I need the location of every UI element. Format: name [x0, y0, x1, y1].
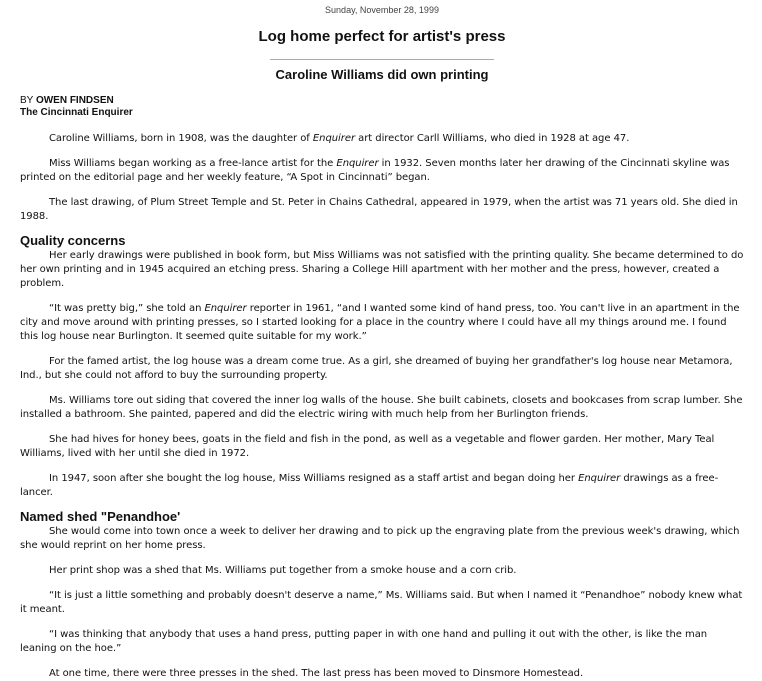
paragraph-8: She had hives for honey bees, goats in the field and fish in the pond, as well as a vegetable and flower garden. Her mother, Mary Teal Williams, lived with her until she died in 1972. — [20, 434, 715, 459]
paragraph-1-text-a: Caroline Williams, born in 1908, was the daughter of — [49, 133, 313, 144]
paragraph-11: Her print shop was a shed that Ms. Williams put together from a smoke house and a corn crib. — [49, 565, 517, 576]
paragraph-2-italic: Enquirer — [336, 158, 379, 169]
headline-divider — [270, 59, 494, 60]
author-name: OWEN FINDSEN — [35, 95, 114, 106]
paragraph-13: “I was thinking that anybody that uses a hand press, putting paper in with one hand and pulling it out with the other, is like the man leaning on the hoe.” — [20, 629, 708, 654]
paragraph-4: Her early drawings were published in book form, but Miss Williams was not satisfied with the printing quality. She became determined to do her own printing and in 1945 acquired an etching press. Sharing a College Hill apartment with her mother and the press, however, created a problem. — [20, 250, 744, 289]
paragraph-9-text-a: In 1947, soon after she bought the log house, Miss Williams resigned as a staff artist and began doing her — [49, 473, 579, 484]
paragraph-5 — [20, 302, 744, 344]
article-headline: Log home perfect for artist's press — [258, 28, 506, 45]
paragraph-1 — [20, 132, 744, 146]
paragraph-7: Ms. Williams tore out siding that covered the inner log walls of the house. She built cabinets, closets and bookcases from scrap lumber. She installed a bathroom. She painted, papered and did the electric wiring with much help from her Burlington friends. — [20, 395, 743, 420]
paragraph-5-italic: Enquirer — [204, 303, 247, 314]
paragraph-2-text-b: in 1932. Seven months later her drawing of the Cincinnati skyline was printed on the editorial page and her weekly feature, “A Spot in Cincinnati” began. — [20, 158, 730, 183]
paragraph-1-text-b: art director Carll Williams, who died in 1928 at age 47. — [355, 133, 630, 144]
publication-name: The Cincinnati Enquirer — [20, 107, 133, 118]
paragraph-2-text-a: Miss Williams began working as a free-lance artist for the — [49, 158, 337, 169]
article-subheadline: Caroline Williams did own printing — [275, 67, 489, 82]
section-heading-named-shed: Named shed "Penandhoe' — [20, 509, 181, 524]
paragraph-3: The last drawing, of Plum Street Temple and St. Peter in Chains Cathedral, appeared in 1979, when the artist was 71 years old. She died in 1988. — [20, 197, 738, 222]
byline — [20, 95, 744, 107]
paragraph-5-text-a: “It was pretty big,” she told an — [49, 303, 205, 314]
section-heading-quality-concerns: Quality concerns — [20, 233, 126, 248]
paragraph-6: For the famed artist, the log house was a dream come true. As a girl, she dreamed of buying her grandfather's log house near Metamora, Ind., but she could not afford to buy the surrounding property. — [20, 356, 733, 381]
paragraph-12: “It is just a little something and probably doesn't deserve a name,” Ms. Williams said. But when I named it “Penandhoe” nobody knew what it meant. — [20, 590, 743, 615]
paragraph-9 — [20, 472, 744, 500]
paragraph-2 — [20, 157, 744, 185]
paragraph-9-text-b: drawings as a free-lancer. — [20, 473, 719, 498]
byline-prefix: BY — [20, 95, 36, 106]
paragraph-14: At one time, there were three presses in the shed. The last press has been moved to Dinsmore Homestead. — [49, 668, 584, 679]
paragraph-5-text-b: reporter in 1961, “and I wanted some kind of hand press, too. You can't live in an apartment in the city and move around with printing presses, so I started looking for a place in the country where I could have all my things around me. I found this log house near Burlington. It seemed quite suitable for my work.” — [20, 303, 740, 342]
paragraph-9-italic: Enquirer — [578, 473, 621, 484]
paragraph-10: She would come into town once a week to deliver her drawing and to pick up the engraving plate from the previous week's drawing, which she would reprint on her home press. — [20, 526, 740, 551]
paragraph-1-italic: Enquirer — [312, 133, 356, 144]
article-date: Sunday, November 28, 1999 — [325, 5, 439, 15]
